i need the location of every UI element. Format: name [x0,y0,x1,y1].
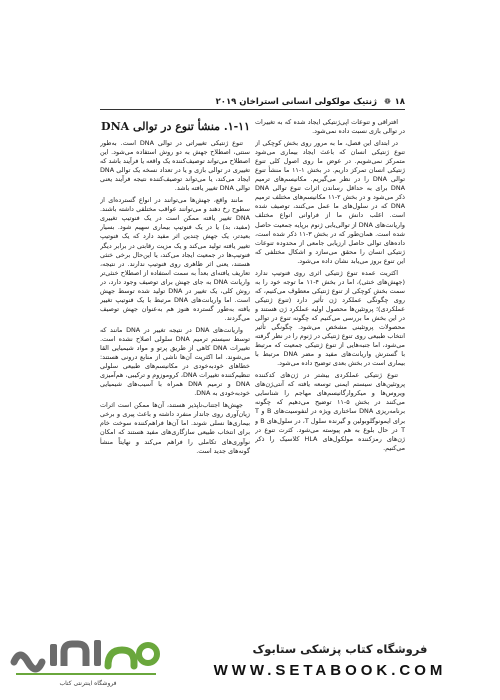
paragraph: در ابتدای این فصل، ما به مرور روی بخش کوچکی از تنوع ژنتیکی انسان که باعث ایجاد بیماری می‌شود متمرکز نمی‌شویم. در عوض ما روی اصول کلی تنوع ژنتیکی انسان تمرکز داریم. در بخش ۱-۱۱ ما منشأ تنوع توالی DNA را در نظر می‌گیریم. مکانیسم‌های ترمیم DNA برای به حداقل رساندن اثرات تنوع توالی DNA ذکر می‌شود و در بخش ۲-۱۱ مکانیسم‌های مختلف ترمیم DNA که در سلول‌های ما عمل می‌کنند، توصیف شده است. اغلب دانش ما از فراوانی انواع مختلف واریانت‌های DNA از توالی‌یابی ژنوم برپایه جمعیت حاصل شده است. همان‌طور که در بخش ۳-۱۱ ذکر شده است، داده‌های توالی حاصل ارزیابی جامعی از محدوده تنوعات ژنتیکی انسان را محقق می‌سازد و اشکال مختلفی که این تنوع بروز می‌یابد نشان داده می‌شود. [255,139,405,265]
paragraph: تنوع ژنتیکی تغییراتی در توالی DNA است. به‌طور سنتی، اصطلاح جهش به دو روش استفاده می‌شود. این اصطلاح می‌تواند توصیف‌کننده یک واقعه یا فرآیند باشد که تغییری در توالی بازی و یا در تعداد نسخه یک توالی DNA ایجاد می‌کند، یا می‌تواند توصیف‌کننده نتیجه فرآیند یعنی توالی DNA تغییر یافته باشد. [100,139,250,193]
paragraph: اکثریت عمده تنوع ژنتیکی اثری روی فنوتیپ ندارد (جهش‌های خنثی)، اما در بخش ۴-۱۱ ما توجه خود را به سمت بخش کوچکی از تنوع ژنتیکی معطوف می‌کنیم، که روی چگونگی عملکرد ژن تأثیر دارد (تنوع ژنتیکی عملکردی)؛ پروتئین‌ها محصول اولیه عملکرد ژن هستند و در این بخش ما بررسی می‌کنیم که چگونه تنوع در توالی محصولات پروتئینی مشخص می‌شود. چگونگی تأثیر انتخاب طبیعی روی تنوع ژنتیکی در ژنوم را در نظر گرفته می‌شود، اما جنبه‌هایی از تنوع ژنتیکی جمعیت که مرتبط با گسترش واریانت‌های مفید و مضر DNA مرتبط با بیماری است در بخش بعدی توضیح داده می‌شود. [255,268,405,368]
logo-tagline: فروشگاه اینترنتی کتاب [59,680,117,687]
paragraph: واریانت‌های DNA در نتیجه تغییر در DNA مانند که توسط سیستم ترمیم DNA سلولی اصلاح نشده است. تغییرات DNA کاهی از طریق پرتو و مواد شیمیایی القا می‌شوند. اما اکثریت آن‌ها ناشی از منابع درونی هستند: خطاهای خودبه‌خودی در مکانیسم‌های طبیعی سلولی تنظیم‌کننده تغییرات DNA، کروموزوم و ترکیبی، هم‌آمیزی DNA و ترمیم DNA همراه با آسیب‌های شیمیایی خودبه‌خودی به DNA. [100,325,250,398]
shop-url[interactable]: WWW.SETABOOK.COM [213,662,447,679]
page-number: ۱۸ [394,97,405,107]
setabook-logo [8,630,168,692]
ornament-icon: ❁ [384,97,391,106]
running-title: ژنتیک مولکولی انسانی استراخان ۲۰۱۹ [215,97,377,107]
left-column [100,118,250,561]
shop-name: فروشگاه کتاب پزشکی ستابوک [252,642,428,656]
paragraph: تنوع ژنتیکی عملکردی بیشتر در ژن‌های کدکننده پروتئین‌های سیستم ایمنی توسعه یافته که آنتی‌ژن‌های ویروس‌ها و میکروارگانیسم‌های مهاجم را شناسایی می‌کنند در بخش ۵-۱۱ توضیح می‌دهیم که چگونه برنامه‌ریزی DNA ساختاری ویژه در لنفوسیت‌های B و T برای ایمونوگلوبولین و گیرنده سلول T، در سلول‌های B و T در حال بلوغ به هم پیوسته می‌شود. کثرت تنوع در ژن‌های رمزکننده مولکول‌های HLA کلاسیک را ذکر می‌کنیم. [255,371,405,452]
paragraph: افتراقی و تنوعات اپی‌ژنتیکی ایجاد شده که به تغییرات در توالی بازی نسبت داده نمی‌شود. [255,118,405,136]
running-header [100,95,405,110]
paragraph: مانند واقع، جهش‌ها می‌توانند در انواع گسترده‌ای از سطوح رخ دهند و می‌توانند عواقب مختلفی داشته باشند. DNA تغییر یافته ممکن است در یک فنوتیپ تغییری (مفید، بد) یا در یک فنوتیپ بیماری سهیم شود. بسیار بعیدتر، یک جهش چندین اثر مفید دارد که یک فنوتیپ تغییر یافته تولید می‌کند و یک مزیت رقابتی در برابر دیگر فنوتیپ‌ها در جمعیت ایجاد می‌کند، یا این‌حال برخی خنثی هستند، یعنی اثر ظاهری روی فنوتیپ ندارند. در نتیجه، تعاریف یافته‌ای بعداً به سمت استفاده از اصطلاح خنثی‌تر واریانت DNA به جای جهش برای توصیف وجود دارد، در روش کلی، یک تغییر در DNA تولید شده توسط جهش است. اما واریانت‌های DNA مرتبط با یک فنوتیپ تغییر یافته به‌طور گسترده هنوز هم به‌عنوان جهش توصیف می‌گردند. [100,196,250,322]
section-title: ۱-۱۱. منشأ تنوع در توالی DNA [101,120,250,133]
setabook-logo-icon [8,630,168,682]
right-column [255,118,405,586]
paragraph: جهش‌ها اجتناب‌ناپذیر هستند، آن‌ها ممکن است اثرات زیان‌آوری روی جاندار منفرد داشته و باعث پیری و برخی بیماری‌ها نسلی شوند. اما آن‌ها فراهم‌کننده سوخت خام برای انتخاب طبیعی سازگاری‌های مفید هستند که امکان نوآوری‌های تکاملی را فراهم می‌کند و نهایتاً منشأ گونه‌های جدید است. [100,401,250,455]
